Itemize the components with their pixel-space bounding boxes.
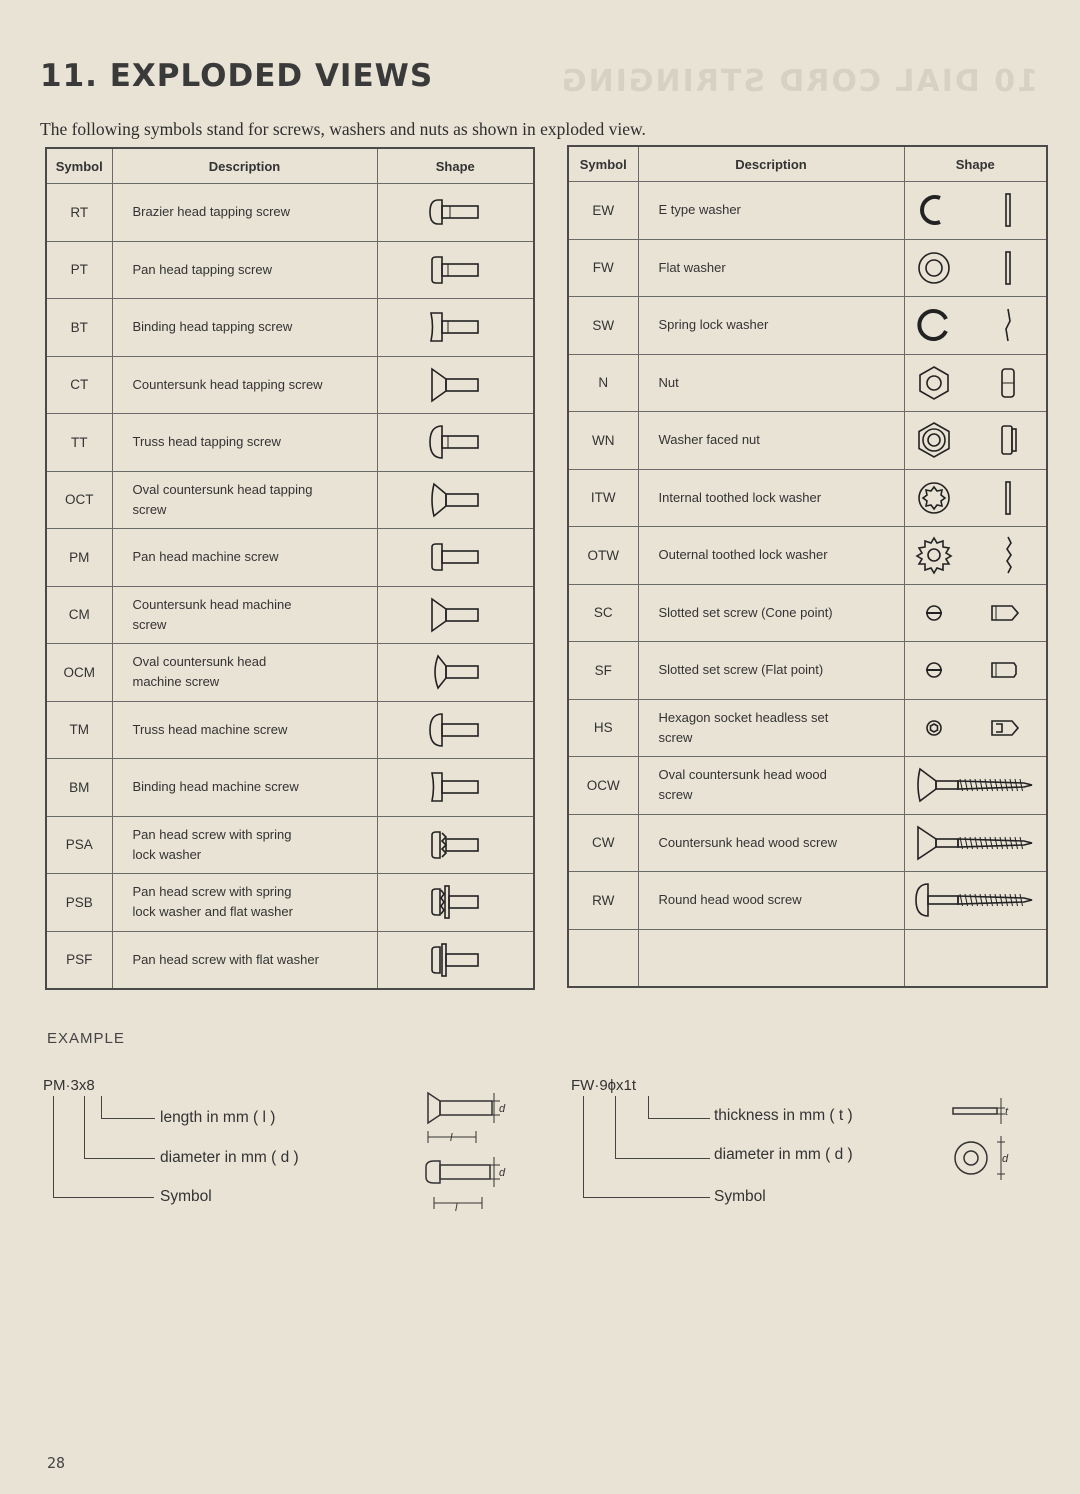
table-row	[568, 527, 1047, 585]
symbol-header: Symbol	[568, 146, 638, 182]
description-line: Washer faced nut	[658, 432, 760, 448]
dim-l-label: l	[450, 1132, 453, 1144]
table-row	[46, 759, 534, 817]
description-cell	[638, 182, 904, 240]
dim-d-label: d	[499, 1167, 506, 1179]
table-row	[46, 529, 534, 587]
symbol-code: PSA	[46, 816, 112, 874]
intro-text: The following symbols stand for screws, washers and nuts as shown in exploded view.	[40, 119, 646, 139]
table-row	[568, 182, 1047, 240]
table-row	[46, 701, 534, 759]
description-cell	[112, 414, 377, 472]
description-line: Pan head machine screw	[132, 549, 279, 565]
description-line: Binding head tapping screw	[132, 319, 293, 335]
table-row	[568, 814, 1047, 872]
shape-cell	[904, 297, 1047, 355]
description-cell	[638, 469, 904, 527]
description-line: Hexagon socket headless set	[658, 709, 829, 725]
shape-cell	[377, 414, 534, 472]
description-line: Truss head tapping screw	[132, 434, 281, 450]
shape-cell	[377, 299, 534, 357]
table-row	[46, 356, 534, 414]
description-cell	[112, 759, 377, 817]
symbol-label: Symbol	[714, 1188, 766, 1205]
description-line: machine screw	[132, 674, 220, 690]
screw-example-code: PM·3x8	[43, 1077, 95, 1094]
shape-cell	[377, 586, 534, 644]
nut-icon	[914, 363, 1036, 403]
shape-cell	[377, 241, 534, 299]
countersunk-wood-screw-icon	[914, 823, 1036, 863]
symbol-code: SC	[568, 584, 638, 642]
shape-header: Shape	[377, 148, 534, 184]
dim-l-label: l	[455, 1202, 458, 1214]
washer-dimension-diagram	[945, 1090, 1015, 1185]
description-line: lock washer and flat washer	[132, 904, 293, 920]
description-cell	[638, 354, 904, 412]
table-row	[568, 872, 1047, 930]
shape-cell	[904, 182, 1047, 240]
table-row	[568, 239, 1047, 297]
description-line: screw	[658, 787, 693, 803]
table-row	[46, 644, 534, 702]
symbol-code: BM	[46, 759, 112, 817]
shape-cell	[904, 699, 1047, 757]
description-line: Countersunk head machine	[132, 596, 292, 612]
thickness-label: thickness in mm ( t )	[714, 1107, 853, 1124]
description-cell	[112, 356, 377, 414]
length-leader-line	[101, 1096, 155, 1119]
description-line: Truss head machine screw	[132, 721, 288, 737]
description-cell	[638, 872, 904, 930]
symbol-code: RW	[568, 872, 638, 930]
table-row	[568, 757, 1047, 815]
screw-flat-washer-icon	[428, 940, 482, 980]
symbol-code: OTW	[568, 527, 638, 585]
symbol-code: OCT	[46, 471, 112, 529]
table-row	[46, 241, 534, 299]
description-header: Description	[112, 148, 377, 184]
description-cell	[638, 297, 904, 355]
description-line: Pan head screw with spring	[132, 826, 292, 842]
description-cell	[638, 814, 904, 872]
symbol-code: OCM	[46, 644, 112, 702]
description-line: Oval countersunk head wood	[658, 767, 827, 783]
shape-header: Shape	[904, 146, 1047, 182]
bleed-through-title: 10 DIAL CORD STRINGING	[560, 64, 1038, 99]
description-line: Outernal toothed lock washer	[658, 547, 828, 563]
right-symbol-table	[567, 145, 1048, 988]
description-line: Countersunk head wood screw	[658, 834, 837, 850]
shape-cell	[904, 872, 1047, 930]
page-title: 11. EXPLODED VIEWS	[40, 58, 434, 94]
symbol-label: Symbol	[160, 1188, 212, 1205]
spring-lock-washer-icon	[914, 305, 1036, 345]
countersunk-machine-screw-icon	[428, 595, 482, 635]
symbol-code: BT	[46, 299, 112, 357]
description-header: Description	[638, 146, 904, 182]
oval-countersunk-wood-screw-icon	[914, 765, 1036, 805]
description-line: Oval countersunk head	[132, 654, 267, 670]
symbol-code: ITW	[568, 469, 638, 527]
table-row	[46, 586, 534, 644]
description-cell	[112, 529, 377, 587]
symbol-code: SF	[568, 642, 638, 700]
shape-cell	[377, 471, 534, 529]
dim-t-label: t	[1005, 1106, 1009, 1118]
brazier-head-screw-icon	[428, 192, 482, 232]
symbol-code: RT	[46, 184, 112, 242]
symbol-code: PM	[46, 529, 112, 587]
screw-spring-washer-icon	[428, 825, 482, 865]
hex-socket-set-screw-icon	[914, 708, 1036, 748]
right-table-body	[568, 182, 1047, 987]
symbol-code: N	[568, 354, 638, 412]
set-screw-flat-icon	[914, 650, 1036, 690]
washer-example-code: FW·9ϕx1t	[571, 1077, 637, 1094]
symbol-code: FW	[568, 239, 638, 297]
shape-cell	[904, 354, 1047, 412]
table-row	[46, 414, 534, 472]
symbol-code: CT	[46, 356, 112, 414]
symbol-code: OCW	[568, 757, 638, 815]
shape-cell	[377, 816, 534, 874]
example-heading: EXAMPLE	[47, 1030, 125, 1047]
description-line: Internal toothed lock washer	[658, 489, 822, 505]
description-line: Oval countersunk head tapping	[132, 481, 313, 497]
countersunk-screw-icon	[428, 365, 482, 405]
symbol-header: Symbol	[46, 148, 112, 184]
binding-head-screw-icon	[428, 307, 482, 347]
description-line: Slotted set screw (Cone point)	[658, 604, 833, 620]
description-line: Binding head machine screw	[132, 779, 299, 795]
description-cell	[112, 874, 377, 932]
thickness-leader-line	[648, 1096, 710, 1119]
symbol-code: SW	[568, 297, 638, 355]
table-row	[46, 471, 534, 529]
symbol-code: HS	[568, 699, 638, 757]
shape-cell	[904, 642, 1047, 700]
table-row	[568, 469, 1047, 527]
internal-toothed-washer-icon	[914, 478, 1036, 518]
flat-washer-icon	[914, 248, 1036, 288]
description-cell	[112, 701, 377, 759]
pan-head-screw-icon	[428, 250, 482, 290]
symbol-code: TT	[46, 414, 112, 472]
shape-cell	[377, 759, 534, 817]
round-head-wood-screw-icon	[914, 880, 1036, 920]
symbol-code: EW	[568, 182, 638, 240]
symbol-code: PSB	[46, 874, 112, 932]
table-row	[568, 297, 1047, 355]
shape-cell	[377, 644, 534, 702]
table-row	[568, 584, 1047, 642]
shape-cell	[904, 757, 1047, 815]
symbol-code: WN	[568, 412, 638, 470]
description-line: Slotted set screw (Flat point)	[658, 662, 824, 678]
description-cell	[112, 241, 377, 299]
shape-cell	[377, 184, 534, 242]
description-line: lock washer	[132, 846, 202, 862]
symbol-code: CM	[46, 586, 112, 644]
set-screw-cone-icon	[914, 593, 1036, 633]
left-table-body	[46, 184, 534, 989]
description-cell	[638, 929, 904, 987]
symbol-code: TM	[46, 701, 112, 759]
table-row	[568, 642, 1047, 700]
symbol-code: CW	[568, 814, 638, 872]
table-row	[568, 699, 1047, 757]
shape-cell	[377, 701, 534, 759]
description-cell	[112, 931, 377, 989]
description-line: E type washer	[658, 202, 741, 218]
description-cell	[638, 642, 904, 700]
dim-d-label: d	[1002, 1153, 1009, 1165]
shape-cell	[904, 929, 1047, 987]
length-label: length in mm ( l )	[160, 1109, 276, 1126]
symbol-code: PT	[46, 241, 112, 299]
description-cell	[112, 816, 377, 874]
description-line: screw	[132, 501, 167, 517]
description-cell	[112, 586, 377, 644]
external-toothed-washer-icon	[914, 535, 1036, 575]
table-row	[568, 412, 1047, 470]
oval-countersunk-machine-screw-icon	[428, 652, 482, 692]
shape-cell	[904, 527, 1047, 585]
description-cell	[112, 644, 377, 702]
description-line: Spring lock washer	[658, 317, 769, 333]
shape-cell	[377, 931, 534, 989]
description-line: screw	[658, 729, 693, 745]
description-line: Flat washer	[658, 259, 726, 275]
description-line: Brazier head tapping screw	[132, 204, 291, 220]
symbol-code: PSF	[46, 931, 112, 989]
description-cell	[112, 299, 377, 357]
description-line: screw	[132, 616, 167, 632]
table-row	[568, 354, 1047, 412]
pan-head-machine-screw-icon	[428, 537, 482, 577]
shape-cell	[377, 874, 534, 932]
description-line: Pan head screw with spring	[132, 884, 292, 900]
left-symbol-table	[45, 147, 535, 990]
description-line: Pan head screw with flat washer	[132, 951, 319, 967]
shape-cell	[904, 239, 1047, 297]
table-row	[568, 929, 1047, 987]
description-line: Countersunk head tapping screw	[132, 376, 323, 392]
oval-countersunk-screw-icon	[428, 480, 482, 520]
description-cell	[638, 527, 904, 585]
description-line: Pan head tapping screw	[132, 261, 272, 277]
description-cell	[638, 239, 904, 297]
description-line: Nut	[658, 374, 679, 390]
description-line: Round head wood screw	[658, 892, 802, 908]
description-cell	[112, 184, 377, 242]
truss-head-screw-icon	[428, 422, 482, 462]
table-row	[46, 816, 534, 874]
washer-faced-nut-icon	[914, 420, 1036, 460]
description-cell	[638, 757, 904, 815]
screw-dimension-diagram	[420, 1085, 510, 1215]
page-number: 28	[47, 1454, 66, 1472]
truss-head-machine-screw-icon	[428, 710, 482, 750]
table-row	[46, 184, 534, 242]
shape-cell	[377, 356, 534, 414]
symbol-code	[568, 929, 638, 987]
screw-spring-flat-washer-icon	[428, 882, 482, 922]
shape-cell	[904, 469, 1047, 527]
description-cell	[112, 471, 377, 529]
description-cell	[638, 584, 904, 642]
table-row	[46, 874, 534, 932]
diameter-label: diameter in mm ( d )	[714, 1146, 853, 1163]
shape-cell	[904, 412, 1047, 470]
table-row	[46, 931, 534, 989]
description-cell	[638, 412, 904, 470]
shape-cell	[904, 584, 1047, 642]
dim-d-label: d	[499, 1103, 506, 1115]
shape-cell	[377, 529, 534, 587]
table-row	[46, 299, 534, 357]
binding-head-machine-screw-icon	[428, 767, 482, 807]
description-cell	[638, 699, 904, 757]
e-type-washer-icon	[914, 190, 1036, 230]
diameter-label: diameter in mm ( d )	[160, 1149, 299, 1166]
shape-cell	[904, 814, 1047, 872]
